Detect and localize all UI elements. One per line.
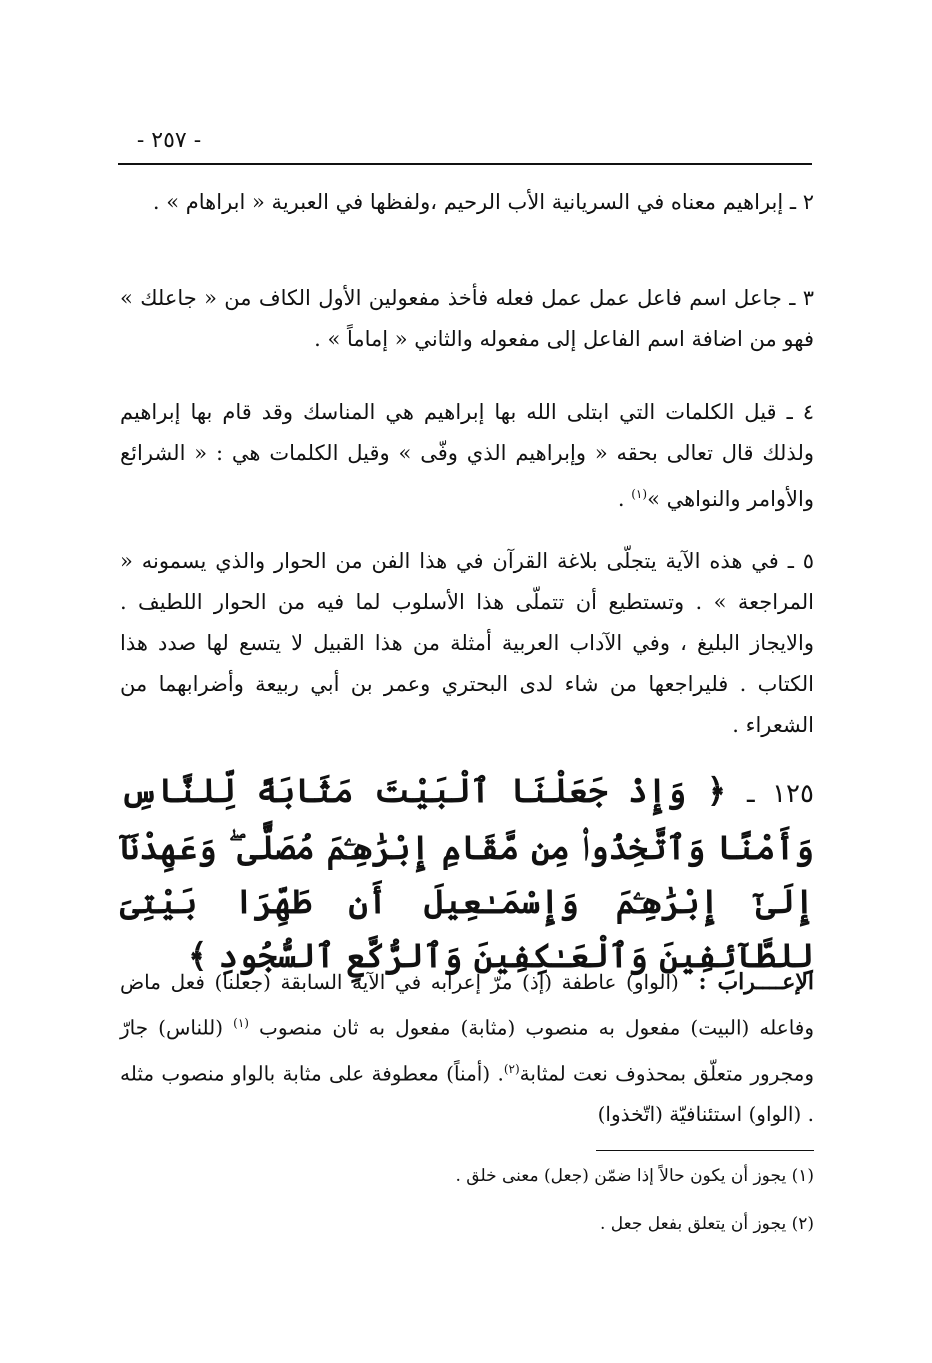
note-4-end: . xyxy=(617,487,632,511)
quran-verse xyxy=(120,764,814,983)
footnote-ref: (١) xyxy=(233,1016,249,1030)
note-4 xyxy=(120,392,814,520)
header-rule xyxy=(118,163,812,165)
note-3-text: ٣ ـ جاعل اسم فاعل عمل عمل فعله فأخذ مفعولين الأول الكاف من « جاعلك » فهو من اضافة اسم الفاعل إلى مفعوله والثاني « إماماً » . xyxy=(120,286,814,351)
irab-text-3: . (أمناً) معطوفة على مثابة بالواو منصوب مثله . (الواو) استئنافيّة (اتّخذوا) xyxy=(120,1061,814,1127)
footnote-2: (٢) يجوز أن يتعلق بفعل جعل . xyxy=(599,1214,814,1234)
footnote-ref: (٢) xyxy=(503,1061,520,1076)
verse-number: ١٢٥ ـ xyxy=(746,779,814,809)
verse-text: ﴿ وَإِذْ جَعَلْنَا ٱلْبَيْتَ مَثَابَةً لِّلنَّاسِ وَأَمْنًا وَٱتَّخِذُوا۟ مِن مَّقَامِ إِبْرَٰهِـۧمَ مُصَلًّى ۖ وَعَهِدْنَآ إِلَىٰٓ إِبْرَٰهِـۧمَ وَإِسْمَـٰعِيلَ أَن طَهِّرَا بَيْتِىَ لِلطَّآئِفِينَ وَٱلْعَـٰكِفِينَ وَٱلرُّكَّعِ ٱلسُّجُودِ ﴾ xyxy=(120,771,814,975)
irab-section xyxy=(120,962,814,1135)
irab-text-2: (للناس) جارّ ومجرور متعلّق بمحذوف نعت لمثابة xyxy=(120,1015,815,1086)
note-4-paragraph xyxy=(120,392,814,520)
footnotes xyxy=(120,1162,814,1258)
note-5-text: ٥ ـ في هذه الآية يتجلّى بلاغة القرآن في هذا الفن من الحوار والذي يسمونه « المراجعة » . وتستطيع أن تتملّى هذا الأسلوب لما فيه من الحوار اللطيف . والايجاز البليغ ، وفي الآداب العربية أمثلة من هذا القبيل لا يتسع لها صدد هذا الكتاب . فليراجعها من شاء لدى البحتري وعمر بن أبي ربيعة وأضرابهما من الشعراء . xyxy=(120,549,814,737)
note-2 xyxy=(120,182,814,223)
irab-text-1: (الواو) عاطفة (إذ) مرّ إعرابه في الآية السابقة (جعلنا) فعل ماض وفاعله (البيت) مفعول به منصوب (مثابة) مفعول به ثان منصوب xyxy=(120,970,815,1040)
footnote-ref: (١) xyxy=(631,487,648,501)
page-number: - ٢٥٧ - xyxy=(136,128,202,153)
footnote-rule xyxy=(596,1150,814,1151)
note-3 xyxy=(120,278,814,360)
footnote-1: (١) يجوز أن يكون حالاً إذا ضمّن (جعل) معنى خلق . xyxy=(455,1166,814,1186)
note-5 xyxy=(120,541,814,746)
note-4-text: ٤ ـ قيل الكلمات التي ابتلى الله بها إبراهيم هي المناسك وقد قام بها إبراهيم ولذلك قال تعالى بحقه « وإبراهيم الذي وفّى » وقيل الكلمات هي : « الشرائع والأوامر والنواهي » xyxy=(120,400,814,511)
note-2-text: ٢ ـ إبراهيم معناه في السريانية الأب الرحيم ،ولفظها في العبرية « ابراهام » . xyxy=(152,190,814,214)
irab-title: الإعــــراب : xyxy=(698,969,814,995)
